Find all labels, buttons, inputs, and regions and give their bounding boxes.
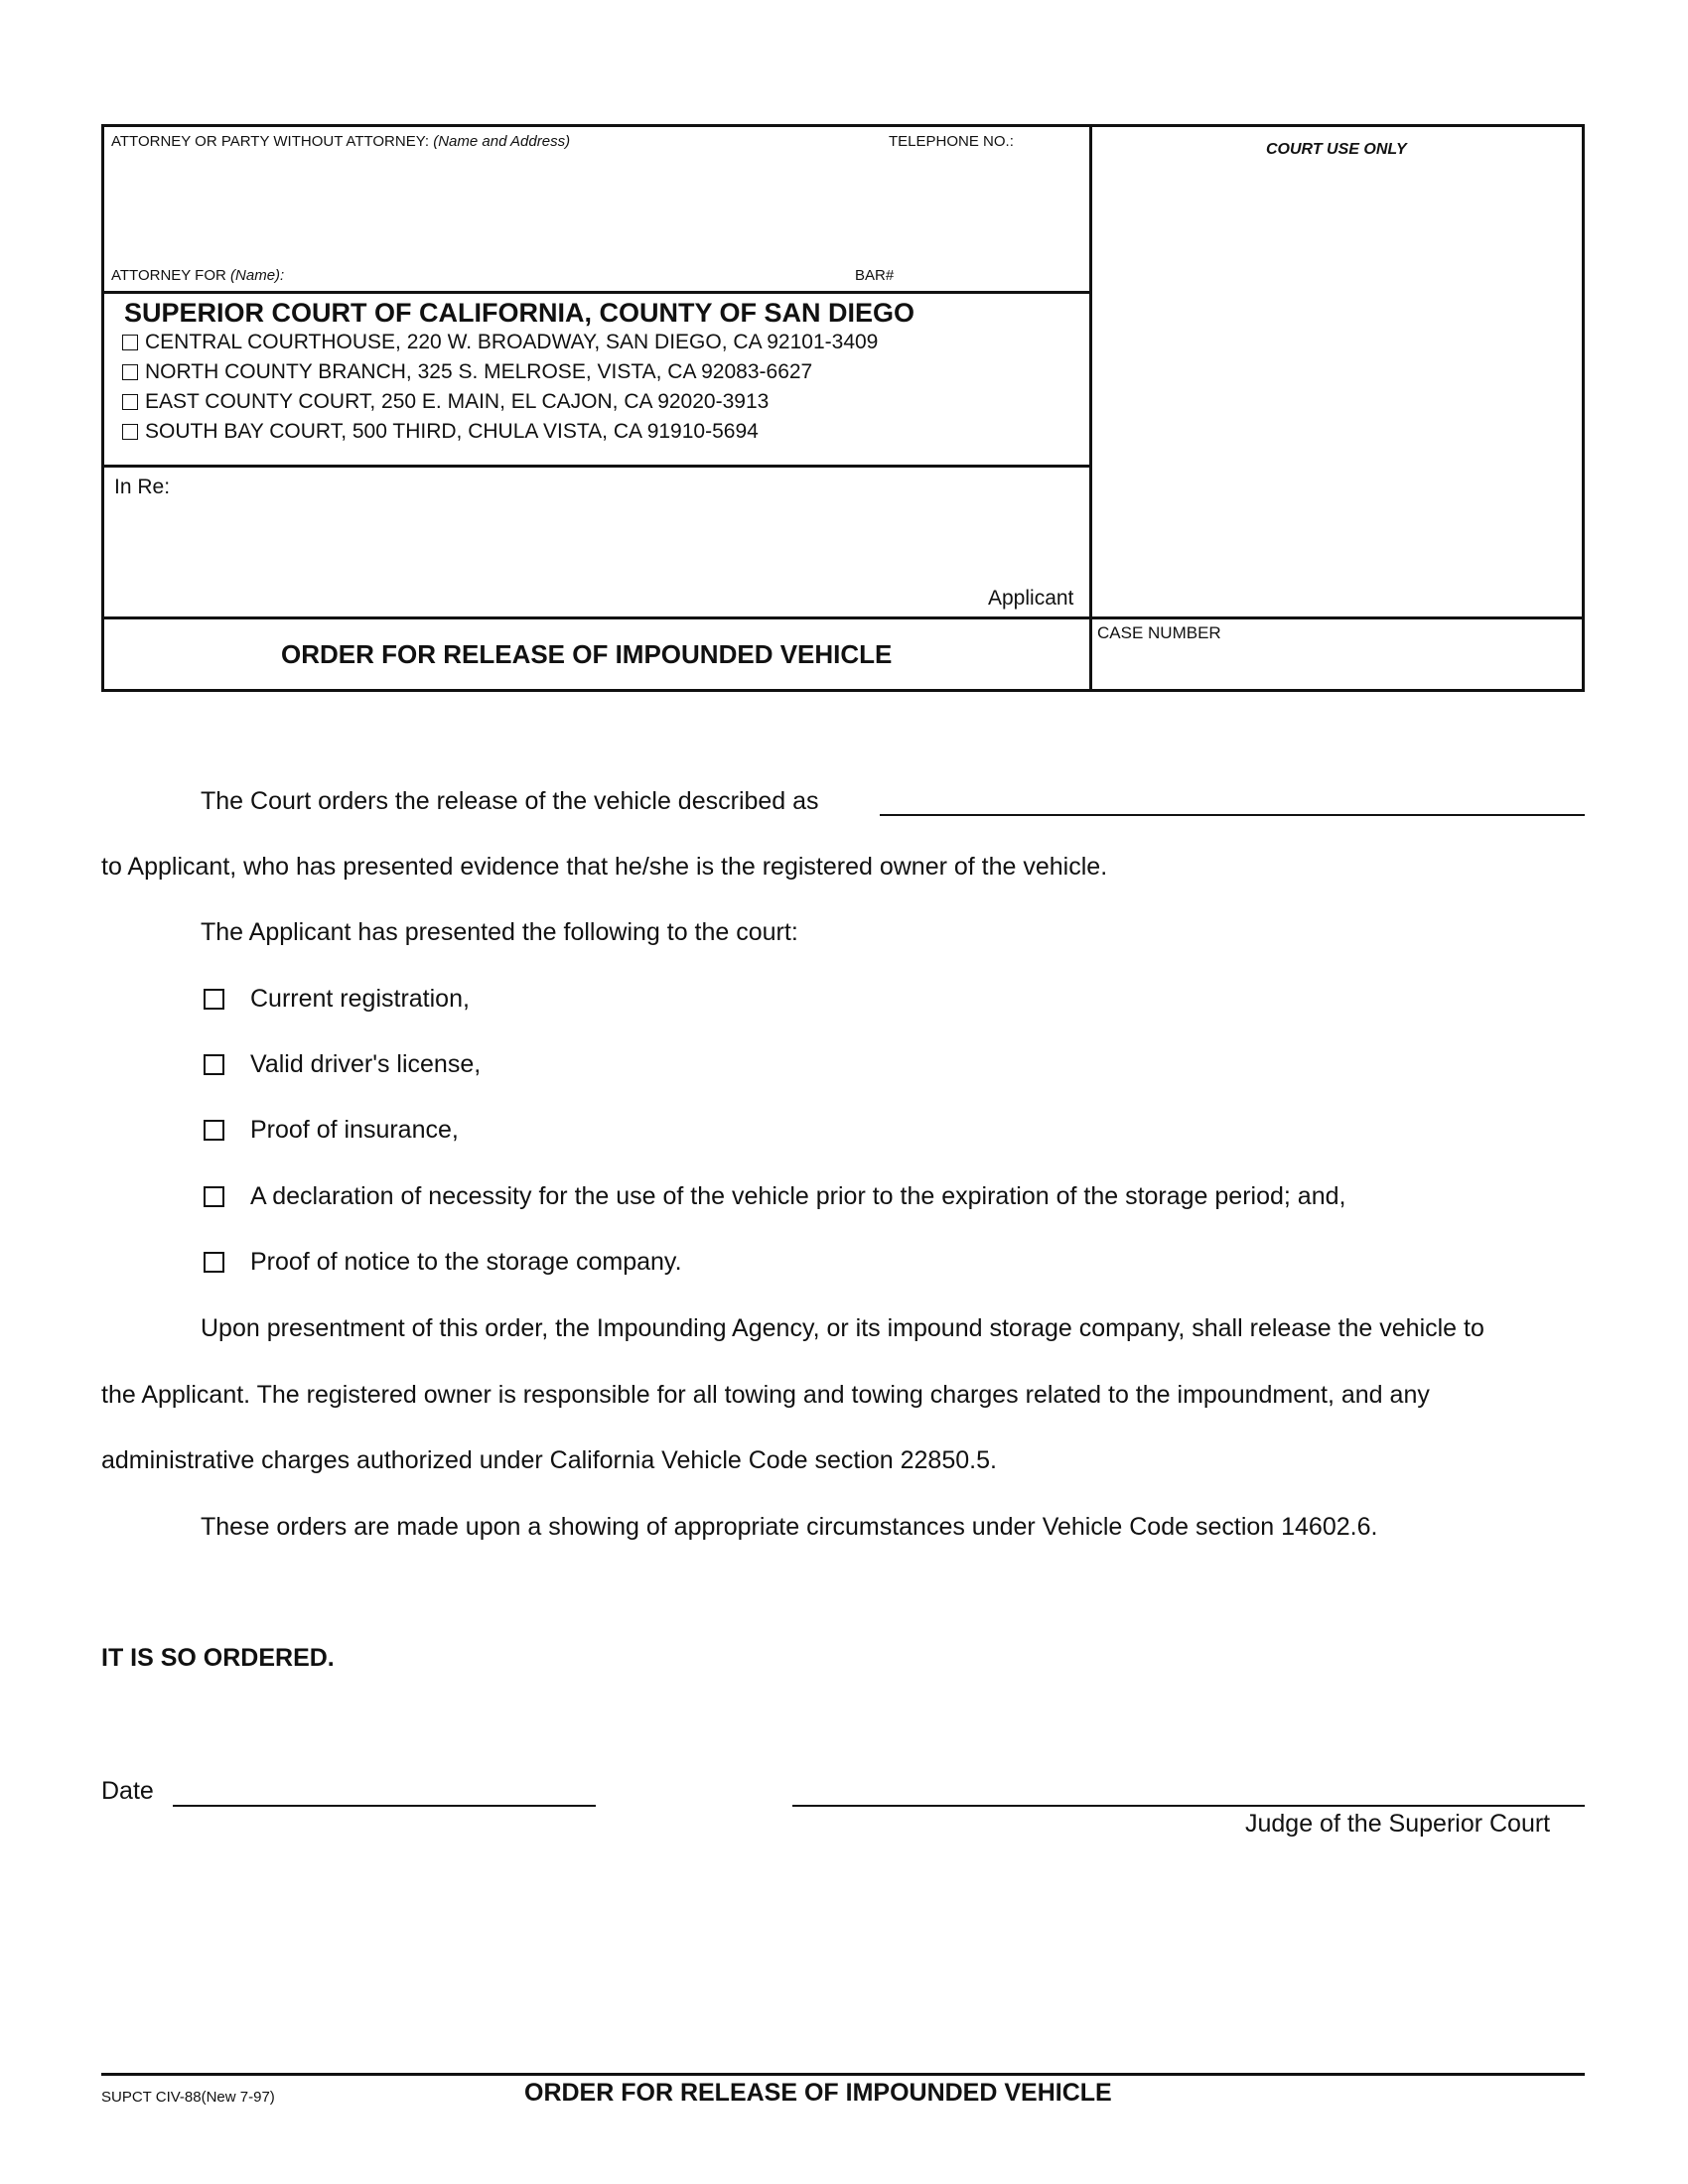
checkbox[interactable] (204, 1186, 224, 1207)
caption-divider-court (104, 465, 1089, 468)
date-line[interactable] (173, 1805, 596, 1807)
location-label: EAST COUNTY COURT, 250 E. MAIN, EL CAJON, CA 92020-3913 (145, 390, 770, 413)
court-use-only-label: COURT USE ONLY (1266, 141, 1407, 158)
checklist-item[interactable] (204, 1116, 459, 1145)
in-re-label: In Re: (114, 476, 171, 498)
checkbox-east[interactable] (122, 394, 138, 410)
checklist-item[interactable] (204, 985, 470, 1014)
so-ordered: IT IS SO ORDERED. (101, 1644, 335, 1672)
location-east[interactable] (122, 390, 769, 414)
checklist-label: Proof of insurance, (250, 1116, 459, 1144)
date-label: Date (101, 1777, 154, 1805)
checkbox-central[interactable] (122, 335, 138, 350)
footer-title: ORDER FOR RELEASE OF IMPOUNDED VEHICLE (524, 2079, 1112, 2107)
para3-line2: the Applicant. The registered owner is responsible for all towing and towing charges related to the impoundment, and any (101, 1381, 1430, 1409)
applicant-label: Applicant (988, 587, 1074, 610)
checklist-label: Valid driver's license, (250, 1050, 482, 1078)
para3-line1: Upon presentment of this order, the Impounding Agency, or its impound storage company, shall release the vehicle to (201, 1314, 1484, 1342)
caption-box (101, 124, 1585, 692)
court-title: SUPERIOR COURT OF CALIFORNIA, COUNTY OF SAN DIEGO (124, 298, 915, 328)
checklist-label: Current registration, (250, 985, 470, 1013)
checklist-item[interactable] (204, 1182, 1345, 1211)
footer-rule (101, 2073, 1585, 2076)
para4: These orders are made upon a showing of appropriate circumstances under Vehicle Code section 14602.6. (201, 1513, 1378, 1541)
case-number-label: CASE NUMBER (1097, 623, 1221, 642)
location-label: CENTRAL COURTHOUSE, 220 W. BROADWAY, SAN DIEGO, CA 92101-3409 (145, 331, 879, 353)
order-title: ORDER FOR RELEASE OF IMPOUNDED VEHICLE (281, 639, 893, 669)
checkbox[interactable] (204, 989, 224, 1010)
para3-line3: administrative charges authorized under California Vehicle Code section 22850.5. (101, 1446, 997, 1474)
location-label: SOUTH BAY COURT, 500 THIRD, CHULA VISTA, CA 91910-5694 (145, 420, 759, 443)
location-label: NORTH COUNTY BRANCH, 325 S. MELROSE, VISTA, CA 92083-6627 (145, 360, 813, 383)
checkbox[interactable] (204, 1120, 224, 1141)
checkbox[interactable] (204, 1054, 224, 1075)
telephone-label: TELEPHONE NO.: (889, 133, 1014, 150)
para1-continuation: to Applicant, who has presented evidence that he/she is the registered owner of the vehicle. (101, 853, 1108, 881)
vehicle-description-line[interactable] (880, 814, 1585, 816)
caption-divider-vertical (1089, 127, 1092, 689)
attorney-label: ATTORNEY OR PARTY WITHOUT ATTORNEY: (Name and Address) (111, 133, 571, 150)
attorney-for-label: ATTORNEY FOR (Name): (111, 267, 285, 284)
para2: The Applicant has presented the following to the court: (201, 918, 798, 946)
checkbox[interactable] (204, 1252, 224, 1273)
judge-label: Judge of the Superior Court (1245, 1810, 1551, 1838)
caption-divider-title (104, 616, 1582, 619)
judge-signature-line[interactable] (792, 1805, 1585, 1807)
checklist-label: Proof of notice to the storage company. (250, 1248, 682, 1276)
checklist-label: A declaration of necessity for the use of the vehicle prior to the expiration of the storage period; and, (250, 1182, 1346, 1210)
location-north[interactable] (122, 360, 812, 384)
para1-start: The Court orders the release of the vehicle described as (201, 787, 819, 815)
location-south[interactable] (122, 420, 759, 444)
bar-label: BAR# (855, 267, 895, 284)
checklist-item[interactable] (204, 1050, 481, 1079)
checkbox-south[interactable] (122, 424, 138, 440)
form-id: SUPCT CIV-88(New 7-97) (101, 2089, 275, 2106)
checkbox-north[interactable] (122, 364, 138, 380)
checklist-item[interactable] (204, 1248, 682, 1277)
location-central[interactable] (122, 331, 878, 354)
caption-divider-attorney (104, 291, 1089, 294)
